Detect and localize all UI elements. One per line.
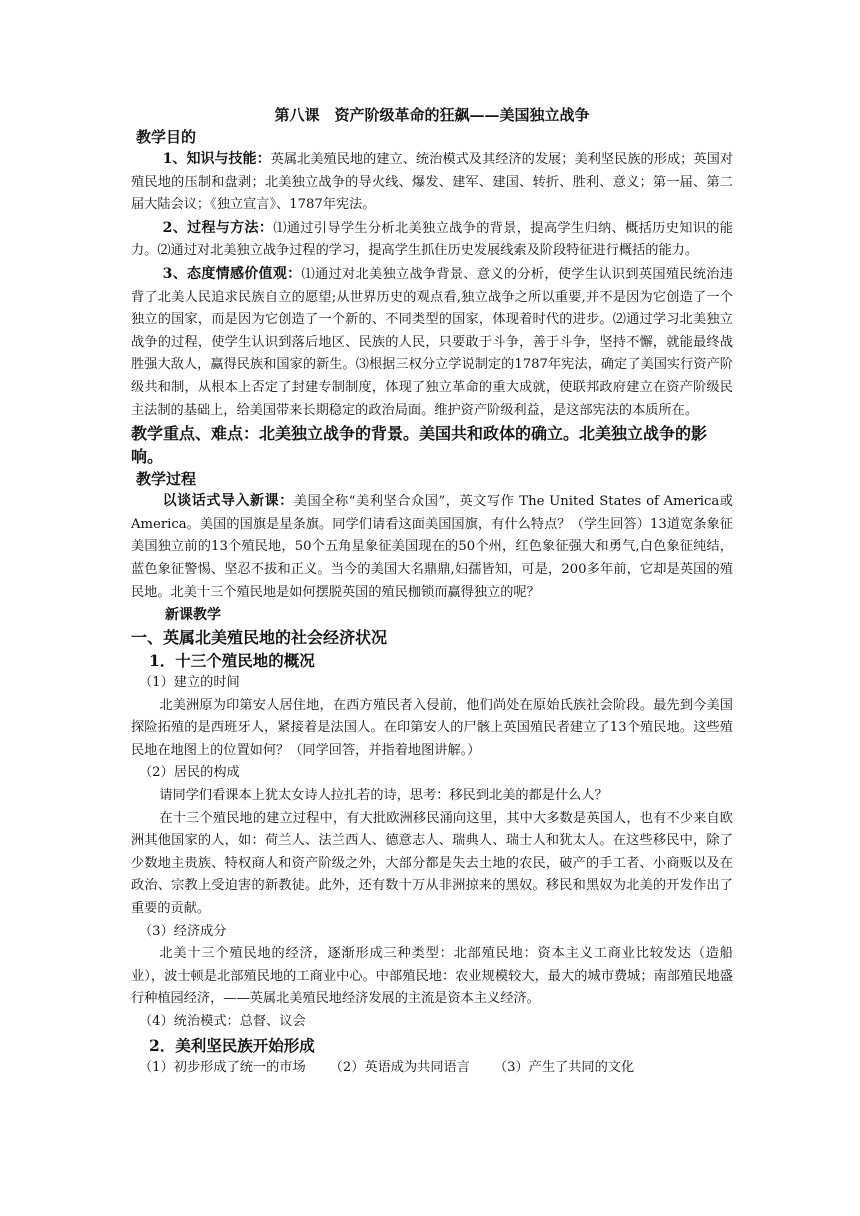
subsection-heading: 2．美利坚民族开始形成	[149, 1035, 315, 1055]
key-points: 教学重点、难点：北美独立战争的背景。美国共和政体的确立。北美独立战争的影响。	[131, 424, 708, 467]
objective-attitude	[131, 263, 733, 422]
subsection-heading: 1．十三个殖民地的概况	[149, 651, 315, 671]
item-label: （4）统治模式：总督、议会	[139, 1014, 306, 1029]
process-heading: 教学过程	[136, 470, 197, 489]
objective-label: 3、态度情感价值观：	[162, 265, 302, 282]
objectives-heading: 教学目的	[136, 128, 197, 146]
objective-process	[131, 217, 733, 263]
lesson-title: 第八课 资产阶级革命的狂飙——美国独立战争	[274, 106, 590, 124]
section-heading: 一、英属北美殖民地的社会经济状况	[131, 628, 388, 648]
objective-knowledge	[131, 148, 733, 217]
item-label: （2）居民的构成	[139, 765, 240, 781]
point-item: （2）英语成为共同语言	[329, 1059, 470, 1075]
point-item: （1）初步形成了统一的市场	[139, 1059, 306, 1075]
body-paragraph: 请同学们看课本上犹太女诗人拉扎若的诗，思考：移民到北美的都是什么人？	[159, 788, 608, 804]
points-row	[131, 1057, 733, 1080]
body-paragraph: 在十三个殖民地的建立过程中，有大批欧洲移民涌向这里，其中大多数是英国人，也有不少来自欧洲其他国家的人，如：荷兰人、法兰西人、德意志人、瑞典人、瑞士人和犹太人。在这些移民中，除了少数地主贵族、特权商人和资产阶级之外，大部分都是失去土地的农民，破产的手工者、小商贩以及在政治、宗教上受迫害的新教徒。此外，还有数十万从非洲掠来的黑奴。移民和黑奴为北美的开发作出了重要的贡献。	[131, 810, 733, 917]
objective-text: ⑴通过对北美独立战争背景、意义的分析，使学生认识到英国殖民统治违背了北美人民追求民族自立的愿望;从世界历史的观点看,独立战争之所以重要,并不是因为它创造了一个独立的国家，而是因为它创造了一个新的、不同类型的国家，体现着时代的进步。⑵通过学习北美独立战争的过程，使学生认识到落后地区、民族的人民，只要敢于斗争，善于斗争，坚持不懈，就能最终战胜强大敌人，赢得民族和国家的新生。⑶根据三权分立学说制定的1787年宪法，确定了美国实行资产阶级共和制，从根本上否定了封建专制制度，体现了独立革命的重大成就，使联邦政府建立在资产阶级民主法制的基础上，给美国带来长期稳定的政治局面。维护资产阶级利益，是这部宪法的本质所在。	[131, 266, 733, 418]
objective-label: 2、过程与方法：	[162, 219, 274, 236]
body-paragraph: 北美十三个殖民地的经济，逐渐形成三种类型：北部殖民地：资本主义工商业比较发达（造船业），波士顿是北部殖民地的工商业中心。中部殖民地：农业规模较大，最大的城市费城；南部殖民地盛行种植园经济，——英属北美殖民地经济发展的主流是资本主义经济。	[131, 946, 733, 1007]
document-page	[131, 104, 733, 1079]
body-paragraph: 北美洲原为印第安人居住地，在西方殖民者入侵前，他们尚处在原始氏族社会阶段。最先到今美国探险拓殖的是西班牙人，紧接着是法国人。在印第安人的尸骸上英国殖民者建立了13个殖民地。这些殖民地在地图上的位置如何？（同学回答，并指着地图讲解。）	[131, 697, 733, 758]
intro-text: 美国全称“美利坚合众国”，英文写作 The United States of America或 America。美国的国旗是星条旗。同学们请看这面美国国旗，有什么特点？（学生回答）13道宽条象征美国独立前的13个殖民地，50个五角星象征美国现在的50个州，红色象征强大和勇气,白色象征纯结，蓝色象征警惕、坚忍不拔和正义。当今的美国大名鼎鼎,妇孺皆知，可是，200多年前，它却是英国的殖民地。北美十三个殖民地是如何摆脱英国的殖民枷锁而赢得独立的呢？	[131, 494, 733, 600]
item-label: （1）建立的时间	[139, 675, 240, 691]
new-lesson-heading: 新课教学	[165, 607, 221, 624]
objective-label: 1、知识与技能：	[162, 151, 271, 167]
item-label: （3）经济成分	[139, 923, 227, 939]
objective-text: 英属北美殖民地的建立、统治模式及其经济的发展；美利坚民族的形成；英国对殖民地的压制和盘剥；北美独立战争的导火线、爆发、建军、建国、转折、胜利、意义；第一届、第二届大陆会议；《独立宣言》、1787年宪法。	[131, 152, 733, 213]
objective-text: ⑴通过引导学生分析北美独立战争的背景，提高学生归纳、概括历史知识的能力。⑵通过对北美独立战争过程的学习，提高学生抓住历史发展线索及阶段特征进行概括的能力。	[131, 220, 733, 259]
intro-paragraph	[131, 490, 733, 604]
point-item: （3）产生了共同的文化	[493, 1059, 635, 1075]
intro-label: 以谈话式导入新课：	[162, 493, 294, 510]
